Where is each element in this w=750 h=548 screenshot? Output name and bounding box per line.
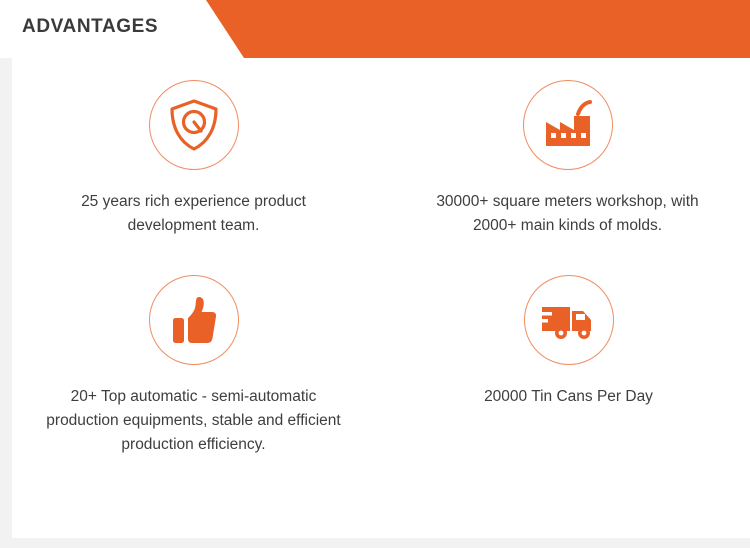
advantage-text: 25 years rich experience product development team. [81,193,306,235]
delivery-truck-icon [524,275,614,365]
advantage-text: 20000 Tin Cans Per Day [484,388,653,405]
page-title: ADVANTAGES [22,16,159,37]
advantages-grid [12,58,750,470]
advantage-text: 20+ Top automatic - semi-automatic production equipments, stable and efficient production efficiency. [46,388,341,454]
shield-quality-icon [149,80,239,170]
advantages-content [12,58,750,538]
section-header [0,0,750,58]
left-rail-decoration [0,0,12,548]
thumbs-up-icon [149,275,239,365]
advantage-item [12,80,381,275]
advantage-item [381,275,750,470]
bottom-rail-decoration [0,538,750,548]
advantage-item [12,275,381,470]
factory-icon [523,80,613,170]
advantage-item [381,80,750,275]
advantage-text: 30000+ square meters workshop, with 2000+ main kinds of molds. [436,193,699,235]
